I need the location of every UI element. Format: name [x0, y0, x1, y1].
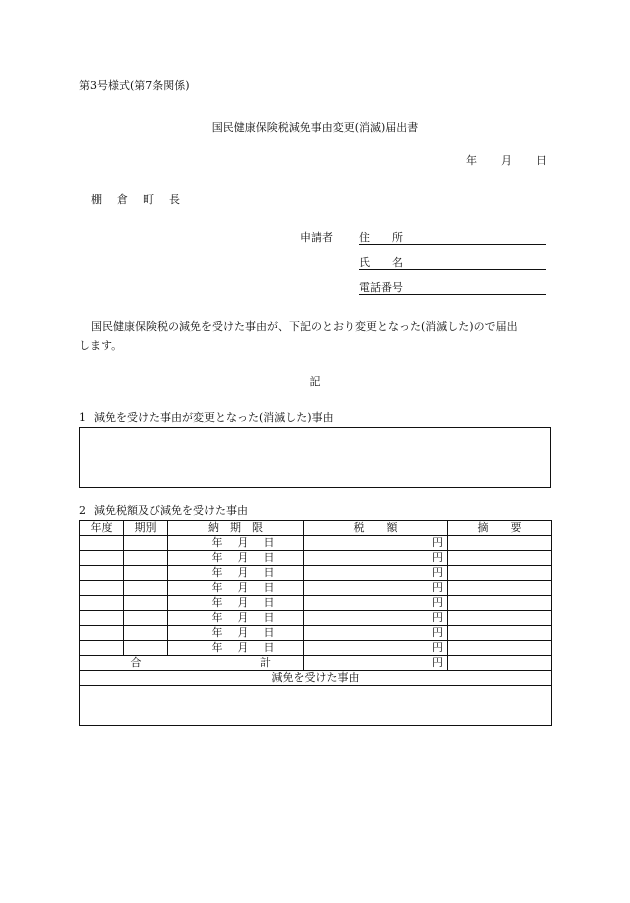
note-heading: 記 — [309, 375, 321, 388]
reason-body-row — [80, 686, 552, 726]
addressee: 棚 倉 町 長 — [91, 193, 182, 206]
row-month: 月 — [237, 641, 249, 654]
tax-amount-cell[interactable] — [304, 626, 448, 641]
applicant-label: 申請者 — [300, 231, 333, 244]
table-row — [80, 611, 552, 626]
yen-unit: 円 — [432, 536, 443, 549]
row-year: 年 — [211, 551, 223, 564]
table-row — [80, 596, 552, 611]
row-month: 月 — [237, 581, 249, 594]
row-day: 日 — [263, 551, 275, 564]
row-year: 年 — [211, 611, 223, 624]
row-year: 年 — [211, 536, 223, 549]
reduction-table — [79, 520, 552, 726]
body-text-line2: します。 — [79, 339, 123, 352]
period-cell[interactable] — [124, 626, 168, 641]
tax-amount-cell[interactable] — [304, 611, 448, 626]
table-row — [80, 641, 552, 656]
body-text-line1: 国民健康保険税の減免を受けた事由が、下記のとおり変更となった(消滅した)ので届出 — [91, 320, 518, 333]
row-day: 日 — [263, 611, 275, 624]
fiscal-year-cell[interactable] — [80, 581, 124, 596]
row-day: 日 — [263, 536, 275, 549]
tax-amount-cell[interactable] — [304, 641, 448, 656]
due-date-cell[interactable] — [168, 581, 304, 596]
row-month: 月 — [237, 611, 249, 624]
period-cell[interactable] — [124, 596, 168, 611]
due-date-cell[interactable] — [168, 551, 304, 566]
yen-unit: 円 — [432, 641, 443, 654]
remarks-cell[interactable] — [448, 596, 552, 611]
row-month: 月 — [237, 551, 249, 564]
tax-amount-cell[interactable] — [304, 551, 448, 566]
fiscal-year-cell[interactable] — [80, 536, 124, 551]
total-remarks-cell[interactable] — [448, 656, 552, 671]
yen-unit: 円 — [432, 626, 443, 639]
remarks-cell[interactable] — [448, 581, 552, 596]
fiscal-year-cell[interactable] — [80, 611, 124, 626]
period-cell[interactable] — [124, 536, 168, 551]
date-month: 月 — [501, 154, 512, 167]
date-year: 年 — [466, 154, 477, 167]
remarks-cell[interactable] — [448, 641, 552, 656]
reason-header-row — [80, 671, 552, 686]
reduction-reason-box[interactable] — [80, 686, 552, 726]
row-month: 月 — [237, 626, 249, 639]
due-date-cell[interactable] — [168, 566, 304, 581]
fiscal-year-cell[interactable] — [80, 566, 124, 581]
name-label: 氏 名 — [359, 256, 403, 269]
due-date-cell[interactable] — [168, 596, 304, 611]
name-field[interactable] — [359, 269, 546, 270]
row-day: 日 — [263, 566, 275, 579]
row-month: 月 — [237, 566, 249, 579]
form-number: 第3号様式(第7条関係) — [79, 79, 190, 92]
total-row — [80, 656, 552, 671]
row-year: 年 — [211, 566, 223, 579]
row-day: 日 — [263, 596, 275, 609]
table-row — [80, 536, 552, 551]
header-fiscal-year: 年度 — [80, 521, 124, 536]
period-cell[interactable] — [124, 581, 168, 596]
fiscal-year-cell[interactable] — [80, 626, 124, 641]
total-label-right: 計 — [260, 656, 271, 669]
remarks-cell[interactable] — [448, 566, 552, 581]
total-amount-cell[interactable] — [304, 656, 448, 671]
row-year: 年 — [211, 596, 223, 609]
header-remarks: 摘 要 — [448, 521, 552, 536]
row-day: 日 — [263, 641, 275, 654]
table-header-row — [80, 521, 552, 536]
header-due-date: 納 期 限 — [168, 521, 304, 536]
fiscal-year-cell[interactable] — [80, 641, 124, 656]
table-row — [80, 566, 552, 581]
reason-header: 減免を受けた事由 — [80, 671, 552, 686]
yen-unit: 円 — [432, 611, 443, 624]
section1-title: 減免を受けた事由が変更となった(消滅した)事由 — [94, 411, 334, 424]
section1-number: 1 — [79, 411, 86, 424]
due-date-cell[interactable] — [168, 611, 304, 626]
row-month: 月 — [237, 536, 249, 549]
fiscal-year-cell[interactable] — [80, 551, 124, 566]
tax-amount-cell[interactable] — [304, 566, 448, 581]
row-day: 日 — [263, 626, 275, 639]
section2-title: 減免税額及び減免を受けた事由 — [94, 504, 248, 517]
yen-unit: 円 — [432, 551, 443, 564]
period-cell[interactable] — [124, 566, 168, 581]
tax-amount-cell[interactable] — [304, 581, 448, 596]
document-title: 国民健康保険税減免事由変更(消滅)届出書 — [211, 121, 419, 134]
header-period: 期別 — [124, 521, 168, 536]
row-year: 年 — [211, 626, 223, 639]
table-row — [80, 581, 552, 596]
fiscal-year-cell[interactable] — [80, 596, 124, 611]
row-year: 年 — [211, 641, 223, 654]
row-month: 月 — [237, 596, 249, 609]
yen-unit: 円 — [432, 566, 443, 579]
date-day: 日 — [536, 154, 547, 167]
address-label: 住 所 — [359, 231, 403, 244]
table-row — [80, 551, 552, 566]
due-date-cell[interactable] — [168, 641, 304, 656]
change-reason-box[interactable] — [79, 427, 551, 488]
tax-amount-cell[interactable] — [304, 596, 448, 611]
total-label-left: 合 — [130, 656, 142, 669]
due-date-cell[interactable] — [168, 626, 304, 641]
period-cell[interactable] — [124, 551, 168, 566]
remarks-cell[interactable] — [448, 611, 552, 626]
row-day: 日 — [263, 581, 275, 594]
due-date-cell[interactable] — [168, 536, 304, 551]
period-cell[interactable] — [124, 641, 168, 656]
yen-unit: 円 — [432, 596, 443, 609]
remarks-cell[interactable] — [448, 536, 552, 551]
total-label-cell — [80, 656, 304, 671]
remarks-cell[interactable] — [448, 626, 552, 641]
table-row — [80, 626, 552, 641]
tax-amount-cell[interactable] — [304, 536, 448, 551]
phone-label: 電話番号 — [359, 281, 403, 294]
phone-field[interactable] — [359, 294, 546, 295]
row-year: 年 — [211, 581, 223, 594]
section2-number: 2 — [79, 504, 86, 517]
yen-unit: 円 — [432, 656, 443, 669]
header-tax-amount: 税 額 — [304, 521, 448, 536]
yen-unit: 円 — [432, 581, 443, 594]
period-cell[interactable] — [124, 611, 168, 626]
address-field[interactable] — [359, 244, 546, 245]
remarks-cell[interactable] — [448, 551, 552, 566]
